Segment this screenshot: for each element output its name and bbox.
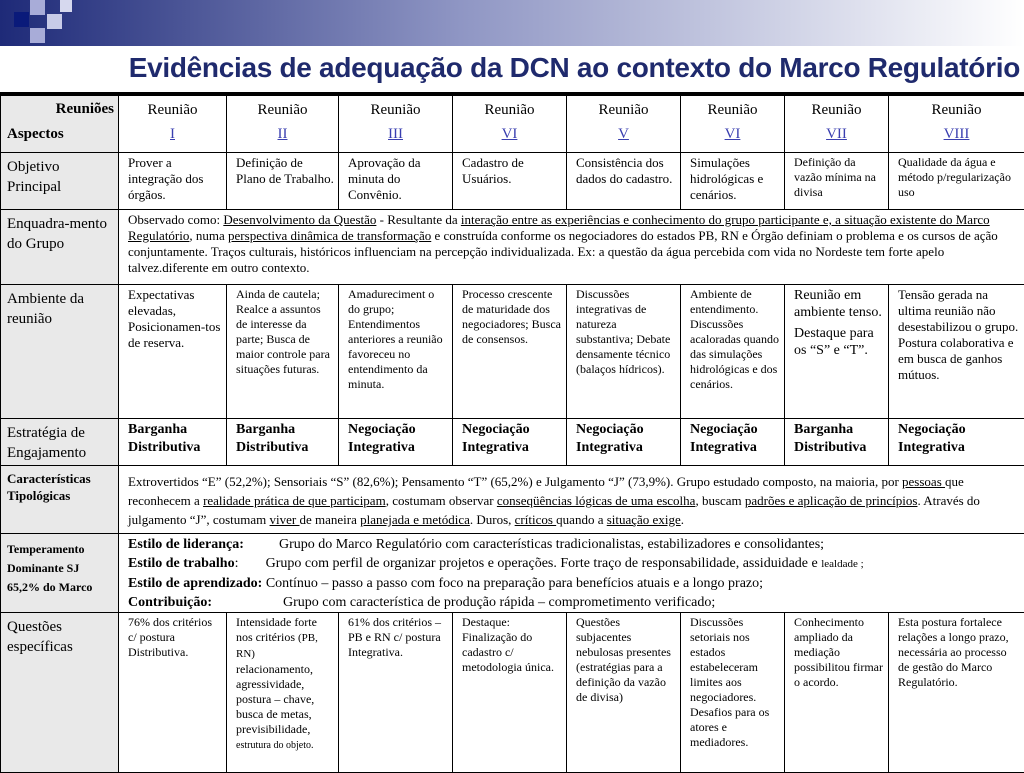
temperamento-line [128, 574, 1020, 593]
objetivo-cell: Prover a integração dos órgãos. [119, 153, 227, 210]
objetivo-cell: Aprovação da minuta do Convênio. [339, 153, 453, 210]
questoes-cell: Conhecimento ampliado da mediação possibilitou firmar o acordo. [785, 613, 889, 773]
style-text: Contínuo – passo a passo com foco na preparação para benefícios atuais e a longo prazo; [262, 576, 763, 591]
style-text-small: lealdade ; [821, 558, 863, 570]
decor-square [60, 0, 72, 12]
estrategia-cell: Negociação Integrativa [681, 419, 785, 466]
meeting-link-i[interactable]: I [121, 122, 224, 146]
ambiente-note: Destaque para os “S” e “T”. [794, 325, 884, 359]
decor-square [14, 12, 29, 27]
style-text: Grupo do Marco Regulatório com características tradicionalistas, estabilizadores e consolidantes; [279, 537, 824, 552]
row-label: Ambiente da reunião [1, 285, 119, 419]
decor-square [47, 14, 62, 29]
enquadramento-text [119, 210, 1024, 285]
underlined-term: conseqüências lógicas de uma escolha [497, 493, 696, 508]
row-estrategia [1, 419, 1024, 466]
style-text: Grupo com característica de produção rápida – comprometimento verificado; [283, 595, 715, 610]
meeting-link-vi-b[interactable]: VI [683, 122, 782, 146]
corner-top-label: Reuniões [7, 98, 114, 118]
questoes-cell: 76% dos critérios c/ postura Distributiva. [119, 613, 227, 773]
meeting-link-ii[interactable]: II [229, 122, 336, 146]
temperamento-line [128, 535, 1020, 554]
objetivo-cell: Qualidade da água e método p/regularização uso [889, 153, 1024, 210]
questoes-cell [227, 613, 339, 773]
text-run: . Duros, [470, 512, 515, 527]
text-run: e construída conforme os negociadores do estados PB, RN e Órgão definiam o problema e os cursos de ação conjuntamente. Traços culturais, históricos influenciam na percepção individualizada. Ex: a questão da água percebida com vida no Nordeste tem forte apelo talvez.diferente em outro contexto. [128, 228, 998, 275]
row-temperamento [1, 534, 1024, 613]
row-label: Estratégia de Engajamento [1, 419, 119, 466]
ambiente-cell: Tensão gerada na ultima reunião não desestabilizou o grupo. Postura colaborativa e em busca de ganhos mútuos. [889, 285, 1024, 419]
caracteristicas-text [119, 466, 1024, 534]
header-row [1, 96, 1024, 153]
slide-title: Evidências de adequação da DCN ao contexto do Marco Regulatório [0, 46, 1020, 90]
style-label: Estilo de trabalho [128, 554, 235, 573]
underlined-term: perspectiva dinâmica de transformação [228, 228, 431, 243]
row-label: Enquadra-mento do Grupo [1, 210, 119, 285]
text-run: , buscam [695, 493, 744, 508]
row-label: Temperamento Dominante SJ 65,2% do Marco [1, 534, 119, 613]
ambiente-cell: Processo crescente de maturidade dos negociadores; Busca de consensos. [453, 285, 567, 419]
row-ambiente [1, 285, 1024, 419]
style-label: Estilo de liderança: [128, 535, 279, 554]
header-gradient-band [0, 0, 1024, 46]
meeting-word: Reunião [599, 102, 649, 118]
underlined-term: críticos [515, 512, 557, 527]
underlined-term: pessoas [902, 474, 945, 489]
temperamento-line [128, 593, 1020, 612]
decor-square [30, 28, 45, 43]
style-sep: : [235, 554, 266, 573]
underlined-term: planejada e metódica [360, 512, 470, 527]
questoes-cell: Esta postura fortalece relações a longo prazo, necessária ao processo de gestão do Marco Regulatório. [889, 613, 1024, 773]
text-run: que reconhecem a [128, 474, 964, 508]
ambiente-cell: Ainda de cautela; Realce a assuntos de interesse da parte; Busca de maior controle para situações futuras. [227, 285, 339, 419]
meeting-header [681, 96, 785, 153]
meeting-header [339, 96, 453, 153]
underlined-term: Desenvolvimento da Questão [223, 212, 376, 227]
text-run: relacionamento, agressividade, postura – chave, busca de metas, previsibilidade, [236, 662, 314, 736]
questoes-cell: Questões subjacentes nebulosas presentes (estratégias para a definição da vazão de divisa) [567, 613, 681, 773]
meeting-header [453, 96, 567, 153]
slide-header [0, 0, 1024, 90]
row-label: Questões específicas [1, 613, 119, 773]
estrategia-cell: Negociação Integrativa [889, 419, 1024, 466]
objetivo-cell: Cadastro de Usuários. [453, 153, 567, 210]
ambiente-cell: Ambiente de entendimento. Discussões acaloradas quando das simulações hidrológicas e dos cenários. [681, 285, 785, 419]
corner-cell [1, 96, 119, 153]
meeting-word: Reunião [485, 102, 535, 118]
row-label: Características Tipológicas [1, 466, 119, 534]
text-run: , numa [189, 228, 228, 243]
objetivo-cell: Definição da vazão mínima na divisa [785, 153, 889, 210]
ambiente-cell: Discussões integrativas de natureza substantiva; Debate densamente técnico (balaços hídricos). [567, 285, 681, 419]
row-label: Objetivo Principal [1, 153, 119, 210]
questoes-cell: Destaque: Finalização do cadastro c/ metodologia única. [453, 613, 567, 773]
text-run: - Resultante da [376, 212, 460, 227]
text-run: de maneira [300, 512, 361, 527]
objetivo-cell: Consistência dos dados do cadastro. [567, 153, 681, 210]
meeting-link-vi-a[interactable]: VI [455, 122, 564, 146]
temperamento-line [128, 554, 1020, 574]
ambiente-cell [785, 285, 889, 419]
corner-bottom-label: Aspectos [7, 124, 114, 144]
text-run: . Através do julgamento “J”, costumam [128, 493, 980, 527]
estrategia-cell: Negociação Integrativa [567, 419, 681, 466]
style-text: Grupo com perfil de organizar projetos e operações. Forte traço de responsabilidade, assiduidade e [266, 556, 822, 571]
objetivo-cell: Simulações hidrológicas e cenários. [681, 153, 785, 210]
estrategia-cell: Barganha Distributiva [785, 419, 889, 466]
meeting-link-iii[interactable]: III [341, 122, 450, 146]
row-questoes [1, 613, 1024, 773]
decor-square [30, 0, 45, 15]
questoes-cell: 61% dos critérios – PB e RN c/ postura Integrativa. [339, 613, 453, 773]
ambiente-cell: Expectativas elevadas, Posicionamen-tos de reserva. [119, 285, 227, 419]
meeting-word: Reunião [148, 102, 198, 118]
text-run: Extrovertidos “E” (52,2%); Sensoriais “S” (82,6%); Pensamento “T” (65,2%) e Julgamento “J” (73,9%). Grupo estudado composto, na maioria, por [128, 474, 902, 489]
estrategia-cell: Negociação Integrativa [339, 419, 453, 466]
underlined-term: situação exige [607, 512, 681, 527]
questoes-cell: Discussões setoriais nos estados estabeleceram limites aos negociadores. Desafios para os atores e mediadores. [681, 613, 785, 773]
estrategia-cell: Negociação Integrativa [453, 419, 567, 466]
text-run-small: (PB, RN) [236, 632, 318, 660]
meeting-word: Reunião [371, 102, 421, 118]
row-caracteristicas [1, 466, 1024, 534]
underlined-term: interação entre as experiências e conhecimento do grupo participante e, a situação existente do Marco Regulatório [128, 212, 990, 243]
meeting-header [567, 96, 681, 153]
text-run: , costumam observar [386, 493, 497, 508]
ambiente-cell: Amadureciment o do grupo; Entendimentos anteriores a reunião favoreceu no entendimento da minuta. [339, 285, 453, 419]
temperamento-text [119, 534, 1024, 613]
meeting-header [227, 96, 339, 153]
underlined-term: padrões e aplicação de princípios [745, 493, 918, 508]
meeting-word: Reunião [708, 102, 758, 118]
meeting-link-viii[interactable]: VIII [891, 122, 1022, 146]
text-run: Observado como: [128, 212, 223, 227]
meeting-link-v[interactable]: V [569, 122, 678, 146]
text-run: Intensidade forte nos critérios [236, 615, 317, 644]
underlined-term: realidade prática de que participam [203, 493, 386, 508]
underlined-term: viver [270, 512, 300, 527]
meeting-word: Reunião [812, 102, 862, 118]
meeting-word: Reunião [932, 102, 982, 118]
text-run-small: estrutura do objeto. [236, 740, 313, 751]
ambiente-note: Reunião em ambiente tenso. [794, 287, 884, 321]
meeting-header [889, 96, 1024, 153]
meeting-word: Reunião [258, 102, 308, 118]
meeting-link-vii[interactable]: VII [787, 122, 886, 146]
meeting-header [785, 96, 889, 153]
estrategia-cell: Barganha Distributiva [119, 419, 227, 466]
meeting-header [119, 96, 227, 153]
row-enquadramento [1, 210, 1024, 285]
style-label: Contribuição: [128, 593, 283, 612]
style-label: Estilo de aprendizado: [128, 574, 262, 593]
text-run: . [681, 512, 684, 527]
row-objetivo [1, 153, 1024, 210]
regulatory-evidence-table [0, 95, 1024, 773]
objetivo-cell: Definição de Plano de Trabalho. [227, 153, 339, 210]
text-run: quando a [556, 512, 607, 527]
estrategia-cell: Barganha Distributiva [227, 419, 339, 466]
